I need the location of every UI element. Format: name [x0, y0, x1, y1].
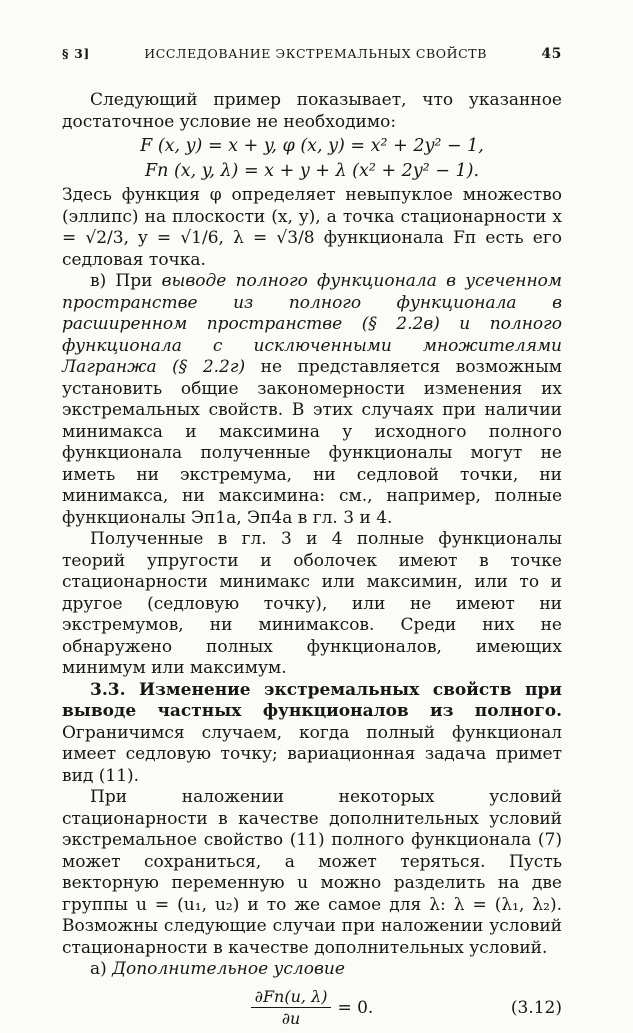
- section-heading: 3.3. Изменение экстремальных свойств при выводе частных функционалов из полного.: [62, 679, 562, 721]
- item-a-text: Дополнительное условие: [112, 959, 345, 979]
- section-3-3: [62, 680, 562, 788]
- paragraph-1: Здесь функция φ определяет невыпуклое множество (эллипс) на плоскости (x, y), а точка стационарности x = √2/3, y = √1/6, λ = √3/8 функционала Fп есть его седловая точка.: [62, 185, 562, 270]
- section-text: Ограничимся случаем, когда полный функционал имеет седловую точку; вариационная задача примет вид (11).: [62, 722, 562, 786]
- paragraph-2-italic: выводе полного функционала в усеченном пространстве из полного функционала в расширенном пространстве (§ 2.2в) и полного функционала с исключенными множителями Лагранжа (§ 2.2г): [62, 271, 562, 377]
- formula-2: Fп (x, y, λ) = x + y + λ (x² + 2y² − 1).: [144, 161, 480, 181]
- item-a-label: а): [90, 959, 113, 979]
- equation-3-12: [62, 983, 562, 1033]
- equation-fraction: [251, 987, 332, 1028]
- equation-rhs: = 0.: [337, 997, 374, 1018]
- formula-1: F (x, y) = x + y, φ (x, y) = x² + 2y² − 1,: [140, 136, 484, 156]
- paragraph-3: Полученные в гл. 3 и 4 полные функционалы теорий упругости и оболочек имеют в точке стационарности минимакс или максимин, или то и другое (седловую точку), или не имеют ни экстремумов, ни минимаксов. Среди них не обнаружено полных функционалов, имеющих минимум или максимум.: [62, 529, 562, 678]
- section-marker: § 3]: [62, 46, 90, 61]
- page: [62, 46, 562, 1033]
- equation-denominator: ∂u: [281, 1009, 301, 1028]
- paragraph-4: При наложении некоторых условий стационарности в качестве дополнительных условий экстремальное свойство (11) полного функционала (7) может сохраниться, а может теряться. Пусть векторную переменную u можно разделить на две группы u = (u₁, u₂) и то же самое для λ: λ = (λ₁, λ₂). Возможны следующие случаи при наложении условий стационарности в качестве дополнительных условий.: [62, 787, 562, 958]
- page-number: 45: [541, 46, 562, 62]
- running-title: ИССЛЕДОВАНИЕ ЭКСТРЕМАЛЬНЫХ СВОЙСТВ: [144, 46, 488, 61]
- equation-number: (3.12): [510, 997, 562, 1018]
- item-a: [62, 959, 562, 981]
- intro-paragraph: Следующий пример показывает, что указанное достаточное условие не необходимо:: [62, 90, 562, 132]
- paragraph-2-lead: в) При: [90, 271, 162, 291]
- running-header: [62, 46, 562, 62]
- equation-numerator: ∂Fп(u, λ): [251, 987, 332, 1008]
- paragraph-2: [62, 271, 562, 529]
- paragraph-2-rest: не представляется возможным установить общие закономерности изменения их экстремальных свойств. В этих случаях при наличии минимакса и максимина у исходного полного функционала полученные функционалы могут не иметь ни экстремума, ни седловой точки, ни минимакса, ни максимина: см., например, полные функционалы Эп1а, Эп4а в гл. 3 и 4.: [62, 357, 563, 528]
